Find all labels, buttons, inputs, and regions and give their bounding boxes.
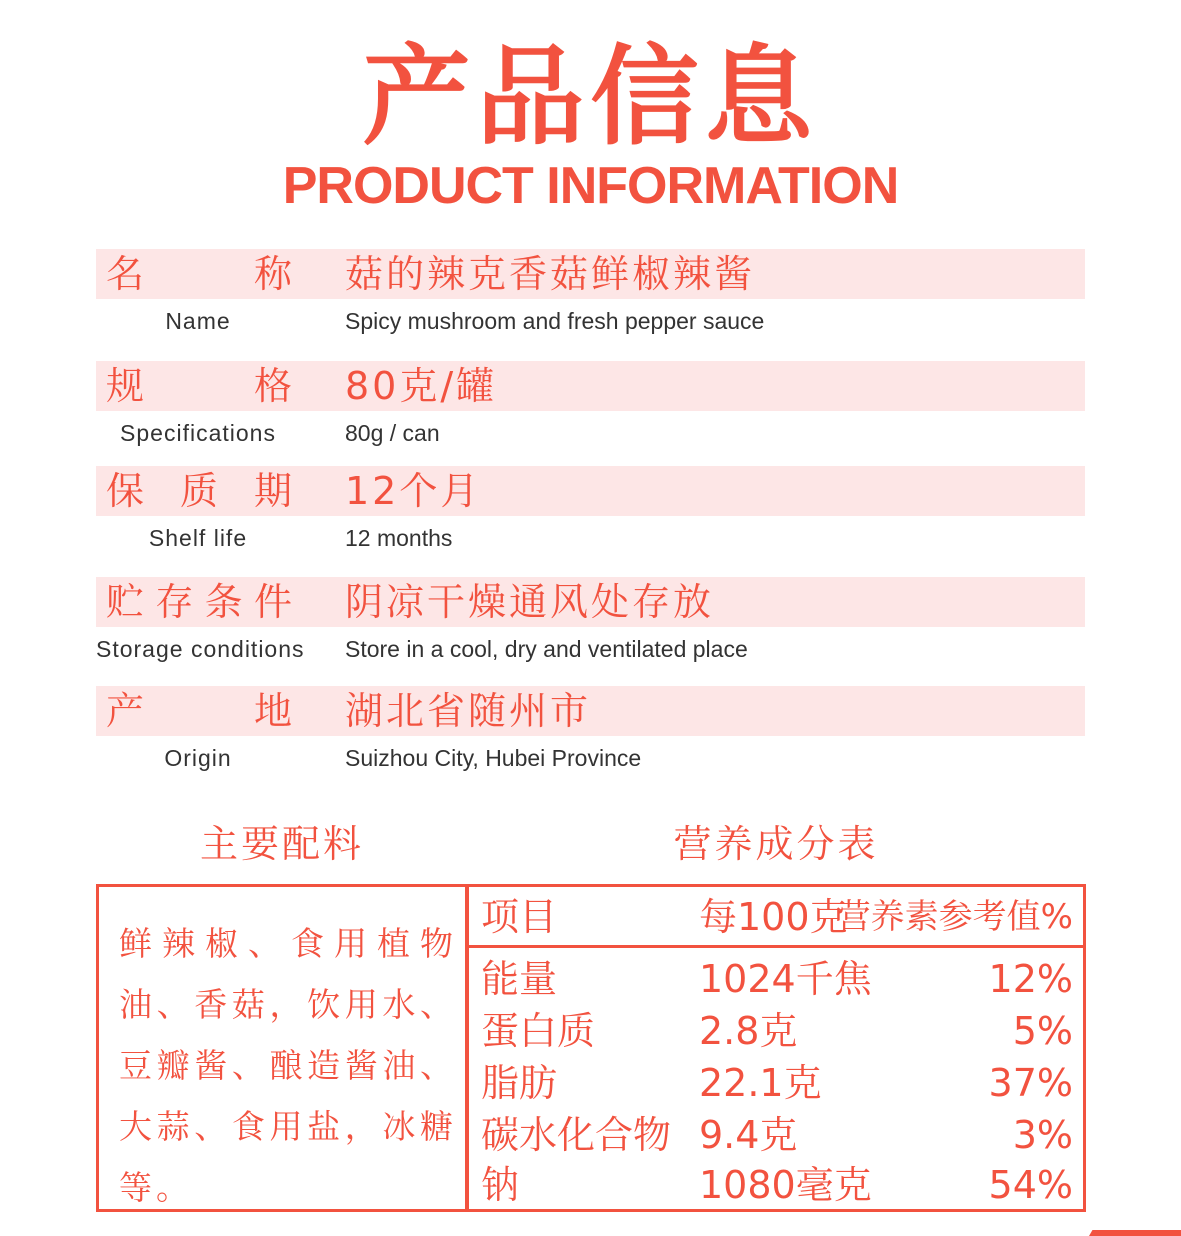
label-cn-name — [106, 249, 292, 299]
corner-accent-stripe — [1089, 1230, 1181, 1236]
value-en-origin: Suizhou City, Hubei Province — [345, 745, 642, 771]
nutrition-item: 钠 — [481, 1163, 520, 1207]
nutrition-amount: 2.8克 — [699, 1009, 798, 1053]
value-en-storage: Store in a cool, dry and ventilated place — [345, 636, 748, 662]
label-char: 格 — [253, 364, 292, 408]
label-char: 地 — [253, 689, 292, 733]
label-char: 期 — [253, 469, 292, 513]
label-en-origin: Origin — [164, 745, 232, 771]
nutrition-amount: 1080毫克 — [699, 1163, 872, 1207]
value-cn-storage: 阴凉干燥通风处存放 — [345, 580, 715, 624]
nutrition-nrv: 12% — [988, 957, 1073, 1001]
label-char: 名 — [106, 252, 145, 296]
label-char: 存 — [155, 580, 194, 624]
value-en-specifications: 80g / can — [345, 420, 440, 446]
label-cn-storage — [106, 577, 292, 627]
label-char: 称 — [253, 252, 292, 296]
nutrition-nrv: 54% — [988, 1163, 1073, 1207]
nutrition-item: 能量 — [481, 957, 558, 1001]
value-cn-origin: 湖北省随州市 — [345, 689, 592, 733]
label-char: 质 — [179, 469, 218, 513]
nutrition-amount: 9.4克 — [699, 1113, 798, 1157]
nutrition-title: 营养成分表 — [673, 822, 879, 866]
nutrition-nrv: 37% — [988, 1061, 1073, 1105]
label-cn-origin — [106, 686, 292, 736]
label-char: 件 — [253, 580, 292, 624]
ingredients-text: 鲜辣椒、食用植物油、香菇，饮用水、豆瓣酱、酿造酱油、大蒜、食用盐，冰糖等。 — [119, 924, 457, 1207]
label-char: 条 — [204, 580, 243, 624]
nutrition-amount: 1024千焦 — [699, 957, 872, 1001]
info-row-origin — [96, 686, 1085, 796]
label-char: 产 — [106, 689, 145, 733]
ingredients-title: 主要配料 — [199, 822, 364, 866]
nutrition-header-nrv: 营养素参考值% — [836, 897, 1073, 937]
nutrition-item: 蛋白质 — [481, 1009, 596, 1053]
label-en-specifications: Specifications — [120, 420, 276, 446]
label-cn-specifications — [106, 361, 292, 411]
label-en-storage: Storage conditions — [96, 636, 305, 662]
nutrition-item: 碳水化合物 — [481, 1113, 672, 1157]
label-char: 保 — [106, 469, 145, 513]
nutrition-item: 脂肪 — [481, 1061, 558, 1105]
info-row-shelf-life — [96, 466, 1085, 576]
title-chinese: 产品信息 — [362, 35, 819, 160]
value-cn-shelf-life: 12个月 — [345, 469, 482, 513]
info-row-specifications — [96, 361, 1085, 471]
ingredients-box — [96, 884, 468, 1212]
nutrition-header-item: 项目 — [481, 895, 558, 939]
value-cn-specifications: 80克/罐 — [345, 364, 498, 408]
nutrition-header-divider — [469, 945, 1083, 948]
nutrition-amount: 22.1克 — [699, 1061, 822, 1105]
value-cn-name: 菇的辣克香菇鲜椒辣酱 — [345, 252, 756, 296]
title-english: PRODUCT INFORMATION — [282, 157, 899, 215]
nutrition-header-per100g: 每100克 — [699, 895, 848, 939]
value-en-name: Spicy mushroom and fresh pepper sauce — [345, 308, 765, 334]
label-en-shelf-life: Shelf life — [148, 525, 248, 551]
label-en-name: Name — [165, 308, 231, 334]
info-row-name — [96, 249, 1085, 359]
label-char: 规 — [106, 364, 145, 408]
nutrition-nrv: 5% — [1012, 1009, 1073, 1053]
nutrition-table — [466, 884, 1086, 1212]
nutrition-nrv: 3% — [1012, 1113, 1073, 1157]
value-en-shelf-life: 12 months — [345, 525, 453, 551]
info-row-storage — [96, 577, 1085, 687]
label-cn-shelf-life — [106, 466, 292, 516]
label-char: 贮 — [106, 580, 145, 624]
